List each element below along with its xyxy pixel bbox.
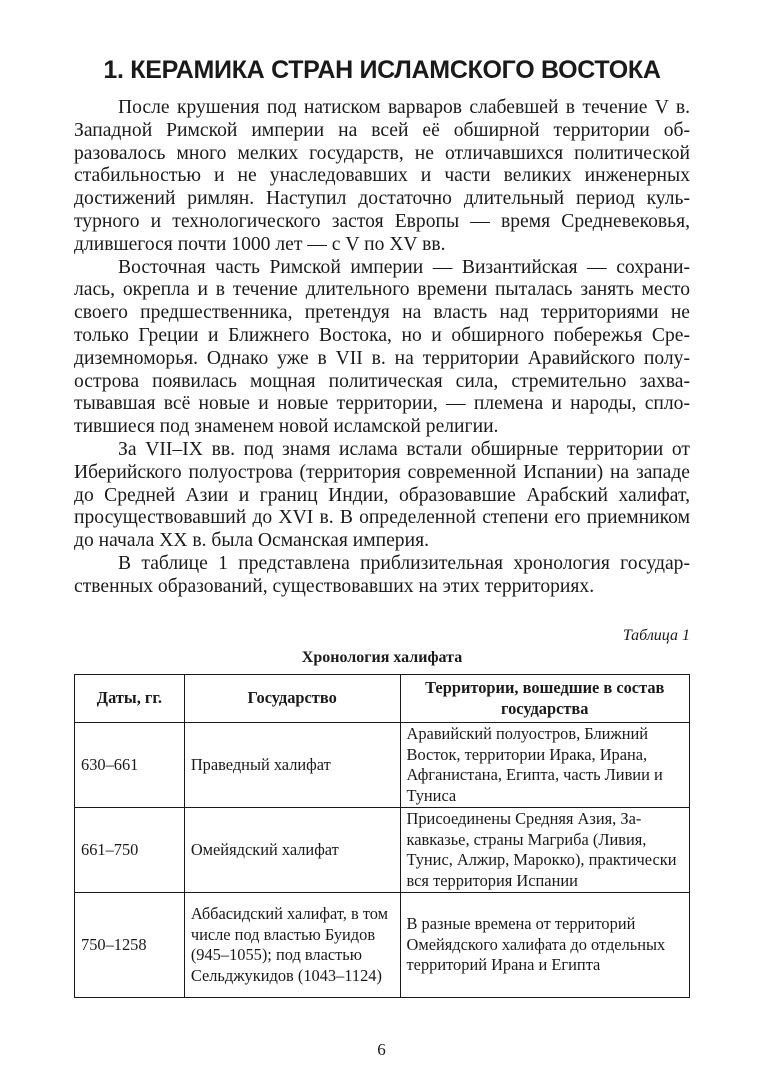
cell-dates: 630–661: [75, 723, 185, 808]
chapter-heading: [74, 54, 690, 86]
header-territories: Территории, вошедшие в состав государства: [400, 675, 689, 723]
chapter-number: 1.: [103, 56, 124, 84]
cell-territories: Аравийский полуостров, Ближний Восток, территории Ирака, Ирана, Афганистана, Египта, часть Ливии и Туниса: [400, 723, 689, 808]
table-row: [75, 723, 690, 808]
cell-state: Праведный халифат: [184, 723, 400, 808]
paragraph: За VII–IX вв. под знамя ислама встали обширные территории от Иберийского полуострова (территория современной Испании) на западе до Средней Азии и границ Индии, образовавшие Арабский халифат, просуществовавший до XVI в. В определенной степени его приемником до начала XX в. была Османская империя.: [74, 438, 690, 552]
table-header-row: [75, 675, 690, 723]
cell-dates: 661–750: [75, 808, 185, 893]
header-state: Государство: [184, 675, 400, 723]
cell-territories: В разные времена от территорий Омейядского халифата до отдельных территорий Ирана и Египта: [400, 893, 689, 998]
table-row: [75, 893, 690, 998]
cell-state: Аббасидский халифат, в том числе под властью Буидов (945–1055); под властью Сельджукидов (1043–1124): [184, 893, 400, 998]
table-title: Хронология халифата: [301, 649, 463, 666]
cell-dates: 750–1258: [75, 893, 185, 998]
paragraph: В таблице 1 представлена приблизительная хронология государственных образований, существовавших на этих территориях.: [74, 552, 690, 597]
body-text: [74, 97, 690, 599]
table-row: [75, 808, 690, 893]
paragraph: Восточная часть Римской империи — Византийская — сохранилась, окрепла и в течение длительного времени пыталась занять место своего предшественника, претендуя на власть над территориями не только Греции и Ближнего Востока, но и обширного побережья Средиземноморья. Однако уже в VII в. на территории Аравийского полуострова появилась мощная политическая сила, стремительно захватывавшая всё новые и новые территории, — племена и народы, сплотившиеся под знаменем новой исламской религии.: [74, 256, 690, 438]
chronology-table: [74, 674, 690, 998]
cell-state: Омейядский халифат: [184, 808, 400, 893]
paragraph: После крушения под натиском варваров слабевшей в течение V в. Западной Римской империи на всей её обширной территории образовалось много мелких государств, не отличавшихся политической стабильностью и не унаследовавших и части великих инженерных достижений римлян. Наступил достаточно длительный период культурного и технологического застоя Европы — время Средневековья, длившегося почти 1000 лет — с V по XV вв.: [74, 97, 690, 255]
cell-territories: Присоединены Средняя Азия, Закавказье, страны Магриба (Ливия, Тунис, Алжир, Марокко), практически вся территория Испании: [400, 808, 689, 893]
table-caption: Таблица 1: [622, 627, 690, 644]
chapter-title: КЕРАМИКА СТРАН ИСЛАМСКОГО ВОСТОКА: [130, 56, 661, 84]
header-dates: Даты, гг.: [75, 675, 185, 723]
page-number: 6: [377, 1040, 386, 1059]
